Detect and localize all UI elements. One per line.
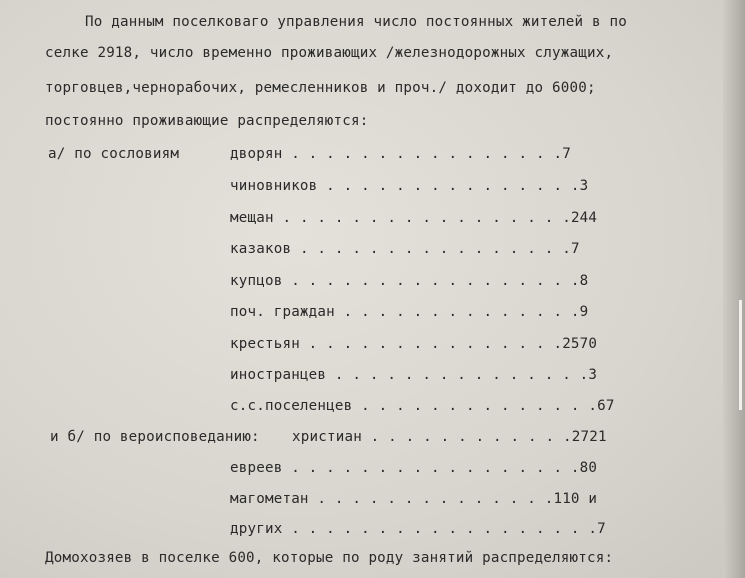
religion-row xyxy=(230,521,606,537)
estate-value: 8 xyxy=(579,273,589,289)
leader-dots: . . . . . . . . . . . . . . . xyxy=(299,336,563,352)
leader-dots: . . . . . . . . . . . . . . . . . xyxy=(282,460,580,476)
estate-value: 244 xyxy=(570,210,598,226)
estate-label: дворян xyxy=(230,146,283,162)
leader-dots: . . . . . . . . . . . . . . . xyxy=(317,178,580,194)
estate-row xyxy=(230,336,597,352)
estate-label: купцов xyxy=(230,273,283,289)
estate-row xyxy=(230,367,597,383)
estate-row xyxy=(230,398,615,414)
estate-value: 7 xyxy=(570,241,580,257)
estate-row xyxy=(230,241,580,257)
estate-row xyxy=(230,146,571,162)
estate-label: с.с.поселенцев xyxy=(230,398,353,414)
estate-label: казаков xyxy=(230,241,292,257)
religion-row xyxy=(230,491,597,507)
leader-dots: . . . . . . . . . . . . . . xyxy=(352,398,598,414)
religion-value: 2721 xyxy=(571,429,607,445)
estate-row xyxy=(230,304,588,320)
estate-label: чиновников xyxy=(230,178,318,194)
intro-line-4: постоянно проживающие распределяются: xyxy=(45,113,369,129)
estate-label: мещан xyxy=(230,210,274,226)
leader-dots: . . . . . . . . . . . . . . . . . xyxy=(282,273,580,289)
estate-label: поч. граждан xyxy=(230,304,335,320)
estate-row xyxy=(230,273,588,289)
religion-row xyxy=(230,460,597,476)
estate-value: 7 xyxy=(562,146,571,162)
leader-dots: . . . . . . . . . . . . . . . . . xyxy=(273,210,571,226)
section-a-prefix: а/ по сословиям xyxy=(48,146,180,162)
leader-dots: . . . . . . . . . . . . . . . xyxy=(326,367,589,383)
estate-label: иностранцев xyxy=(230,367,327,383)
estate-value: 3 xyxy=(588,367,598,383)
estate-value: 2570 xyxy=(562,336,598,352)
estate-value: 9 xyxy=(579,304,589,320)
leader-dots: . . . . . . . . . . . . . . xyxy=(308,491,554,507)
leader-dots: . . . . . . . . . . . . . . xyxy=(334,304,580,320)
religion-label: других xyxy=(230,521,283,537)
section-b-prefix: и б/ по вероисповеданию: xyxy=(50,429,260,445)
estate-value: 3 xyxy=(579,178,589,194)
religion-label: евреев xyxy=(230,460,283,476)
religion-label: магометан xyxy=(230,491,309,507)
estate-row xyxy=(230,178,588,194)
estate-value: 67 xyxy=(597,398,615,414)
closing-line: Домохозяев в поселке 600, которые по роду занятий распределяются: xyxy=(45,550,614,566)
estate-label: крестьян xyxy=(230,336,300,352)
religion-row xyxy=(292,429,607,445)
leader-dots: . . . . . . . . . . . . . . . . xyxy=(282,146,563,162)
estate-row xyxy=(230,210,597,226)
religion-value: 80 xyxy=(579,460,598,476)
religion-value: 110 и xyxy=(553,491,598,507)
intro-line-1: По данным поселковаго управления число постоянных жителей в по xyxy=(85,14,627,30)
intro-line-3: торговцев,чернорабочих, ремесленников и проч./ доходит до 6000; xyxy=(45,80,596,96)
leader-dots: . . . . . . . . . . . . . . . . xyxy=(291,241,571,257)
leader-dots: . . . . . . . . . . . . xyxy=(361,429,572,445)
religion-value: 7 xyxy=(597,521,606,537)
religion-label: христиан xyxy=(292,429,362,445)
leader-dots: . . . . . . . . . . . . . . . . . . xyxy=(282,521,598,537)
intro-line-2: селке 2918, число временно проживающих /железнодорожных служащих, xyxy=(45,45,614,61)
